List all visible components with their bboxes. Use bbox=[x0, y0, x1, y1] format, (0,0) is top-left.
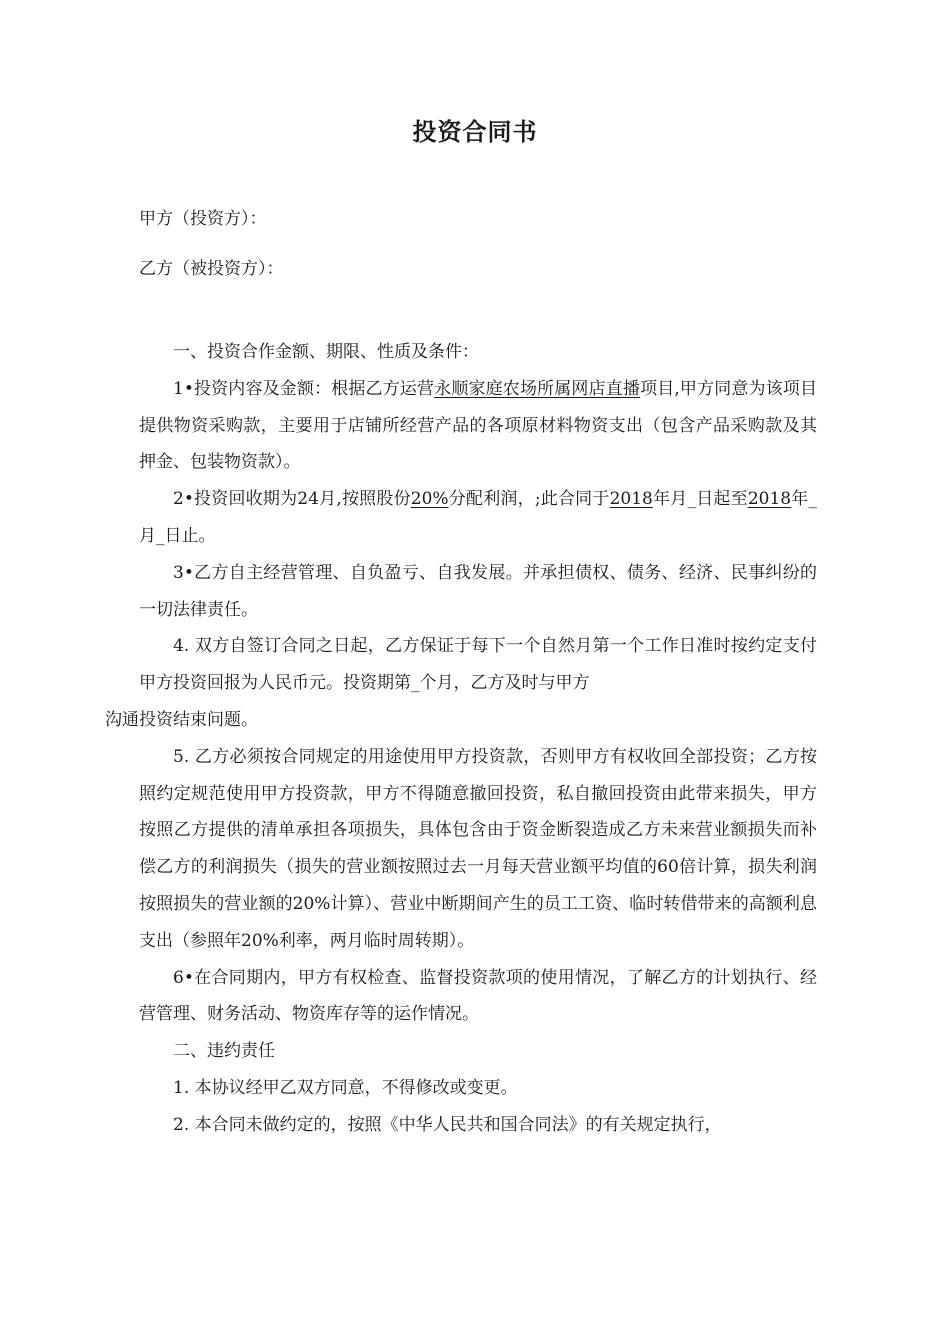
project-name: 永顺家庭农场所属网店直播 bbox=[434, 378, 641, 399]
share-percent: 20% bbox=[410, 489, 449, 510]
party-b-line: 乙方（被投资方）： bbox=[139, 259, 284, 279]
section-1-item-2 bbox=[139, 481, 817, 555]
item-2-text-post: 年_月_日止。 bbox=[139, 489, 817, 546]
section-1-item-3: 3•乙方自主经营管理、自负盈亏、自我发展。并承担债权、债务、经济、民事纠纷的一切法律责任。 bbox=[139, 562, 817, 620]
party-a-line: 甲方（投资方）： bbox=[139, 209, 267, 229]
item-1-text-pre: 1•投资内容及金额：根据乙方运营 bbox=[173, 378, 435, 399]
item-1-text-post: 项目,甲方同意为该项目提供物资采购款，主要用于店铺所经营产品的各项原材料物资支出（包含产品采购款及其押金、包装物资款）。 bbox=[139, 378, 818, 473]
item-2-text-mid: 分配利润，;此合同于 bbox=[448, 489, 610, 510]
end-year: 2018 bbox=[747, 489, 792, 510]
contract-body bbox=[105, 334, 818, 1144]
item-2-text-pre: 2•投资回收期为24月,按照股份 bbox=[173, 489, 411, 510]
item-4-line-1: 4. 双方自签订合同之日起，乙方保证于每下一个自然月第一个工作日准时按约定支付甲方投资回报为人民币元。投资期第_个月，乙方及时与甲方 bbox=[139, 636, 817, 694]
item-4-line-2: 沟通投资结束问题。 bbox=[105, 709, 258, 730]
section-2-heading: 二、违约责任 bbox=[173, 1041, 275, 1062]
document-title: 投资合同书 bbox=[412, 118, 538, 146]
section-1-item-6: 6•在合同期内，甲方有权检查、监督投资款项的使用情况，了解乙方的计划执行、经营管理、财务活动、物资库存等的运作情况。 bbox=[139, 967, 817, 1025]
start-year: 2018 bbox=[609, 489, 653, 510]
item-2-text-mid2: 年月_日起至 bbox=[652, 489, 748, 510]
section-1-heading: 一、投资合作金额、期限、性质及条件： bbox=[173, 342, 479, 362]
section-2-item-2: 2. 本合同未做约定的，按照《中华人民共和国合同法》的有关规定执行， bbox=[173, 1114, 722, 1135]
section-1-item-1 bbox=[139, 371, 817, 481]
section-1-item-4 bbox=[105, 628, 817, 738]
section-2-item-1: 1. 本协议经甲乙双方同意，不得修改或变更。 bbox=[173, 1077, 518, 1098]
section-1-item-5: 5. 乙方必须按合同规定的用途使用甲方投资款，否则甲方有权收回全部投资；乙方按照约定规范使用甲方投资款，甲方不得随意撤回投资，私自撤回投资由此带来损失，甲方按照乙方提供的清单承担各项损失，具体包含由于资金断裂造成乙方未来营业额损失而补偿乙方的利润损失（损失的营业额按照过去一月每天营业额平均值的60倍计算，损失利润按照损失的营业额的20%计算）、营业中断期间产生的员工工资、临时转借带来的高额利息支出（参照年20%利率，两月临时周转期）。 bbox=[139, 746, 817, 951]
